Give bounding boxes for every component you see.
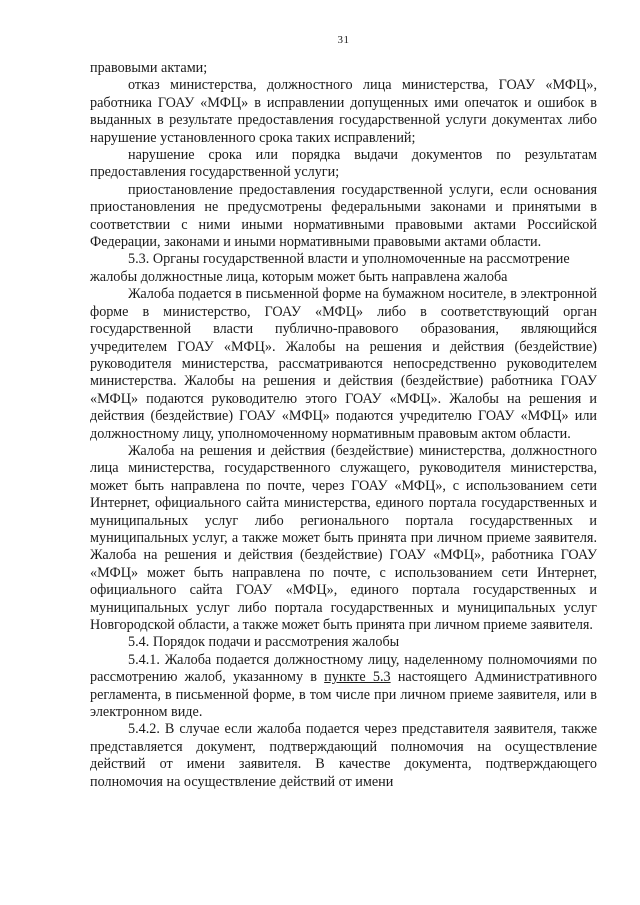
paragraph-deadline-violation: нарушение срока или порядка выдачи документов по результатам предоставления государственной услуги; bbox=[90, 147, 597, 181]
paragraph-complaint-submission: Жалоба подается в письменной форме на бумажном носителе, в электронной форме в министерство, ГОАУ «МФЦ» либо в соответствующий орган государственной власти публично-правового образования, являющийся учредителем ГОАУ «МФЦ». Жалобы на решения и действия (бездействие) руководителя министерства, рассматриваются непосредственно руководителем министерства. Жалобы на решения и действия (бездействие) работника ГОАУ «МФЦ» подаются руководителю этого ГОАУ «МФЦ». Жалобы на решения и действия (бездействие) ГОАУ «МФЦ» подаются учредителю ГОАУ «МФЦ» или должностному лицу, уполномоченному нормативным правовым актом области. bbox=[90, 286, 597, 442]
paragraph-refusal-to-correct: отказ министерства, должностного лица министерства, ГОАУ «МФЦ», работника ГОАУ «МФЦ» в исправлении допущенных ими опечаток и ошибок в выданных в результате предоставления государственной услуги документах либо нарушение установленного срока таких исправлений; bbox=[90, 77, 597, 146]
paragraph-suspension: приостановление предоставления государственной услуги, если основания приостановления не предусмотрены федеральными законами и принятыми в соответствии с ними иными нормативными правовыми актами Российской Федерации, законами и иными нормативными правовыми актами области. bbox=[90, 181, 597, 251]
paragraph-5-4-1-text-start: 5.4.1. Жалоба подается должностному лицу, наделенному полномочиями по рассмотрению жалоб, указанному в bbox=[90, 651, 597, 686]
section-reference-link[interactable]: пункте 5.3 bbox=[324, 669, 391, 686]
paragraph-5-4-1 bbox=[90, 652, 597, 722]
page-number: 31 bbox=[337, 34, 350, 46]
paragraph-complaint-channels: Жалоба на решения и действия (бездействие) министерства, должностного лица министерства, государственного служащего, руководителя министерства, может быть направлена по почте, через ГОАУ «МФЦ», с использованием сети Интернет, официального сайта министерства, единого портала государственных и муниципальных услуг либо регионального портала государственных и муниципальных услуг, а также может быть принята при личном приеме заявителя. Жалоба на решения и действия (бездействие) ГОАУ «МФЦ», работника ГОАУ «МФЦ» может быть направлена по почте, с использованием сети Интернет, официального сайта ГОАУ «МФЦ», единого портала государственных и муниципальных услуг либо портала государственных и муниципальных услуг Новгородской области, а также может быть принята при личном приеме заявителя. bbox=[90, 442, 597, 633]
paragraph-5-4-1-text-end: настоящего Административного регламента, в письменной форме, в том числе при личном приеме заявителя, или в электронном виде. bbox=[90, 669, 598, 721]
document-body bbox=[90, 60, 597, 791]
paragraph-5-4-2: 5.4.2. В случае если жалоба подается через представителя заявителя, также представляется документ, подтверждающий полномочия на осуществление действий от имени заявителя. В качестве документа, подтверждающего полномочия на осуществление действий от имени bbox=[90, 721, 597, 790]
section-heading-5-3: 5.3. Органы государственной власти и уполномоченные на рассмотрение жалобы должностные лица, которым может быть направлена жалоба bbox=[90, 251, 570, 285]
section-heading-5-4: 5.4. Порядок подачи и рассмотрения жалобы bbox=[128, 634, 400, 651]
paragraph-continuation: правовыми актами; bbox=[90, 60, 208, 76]
